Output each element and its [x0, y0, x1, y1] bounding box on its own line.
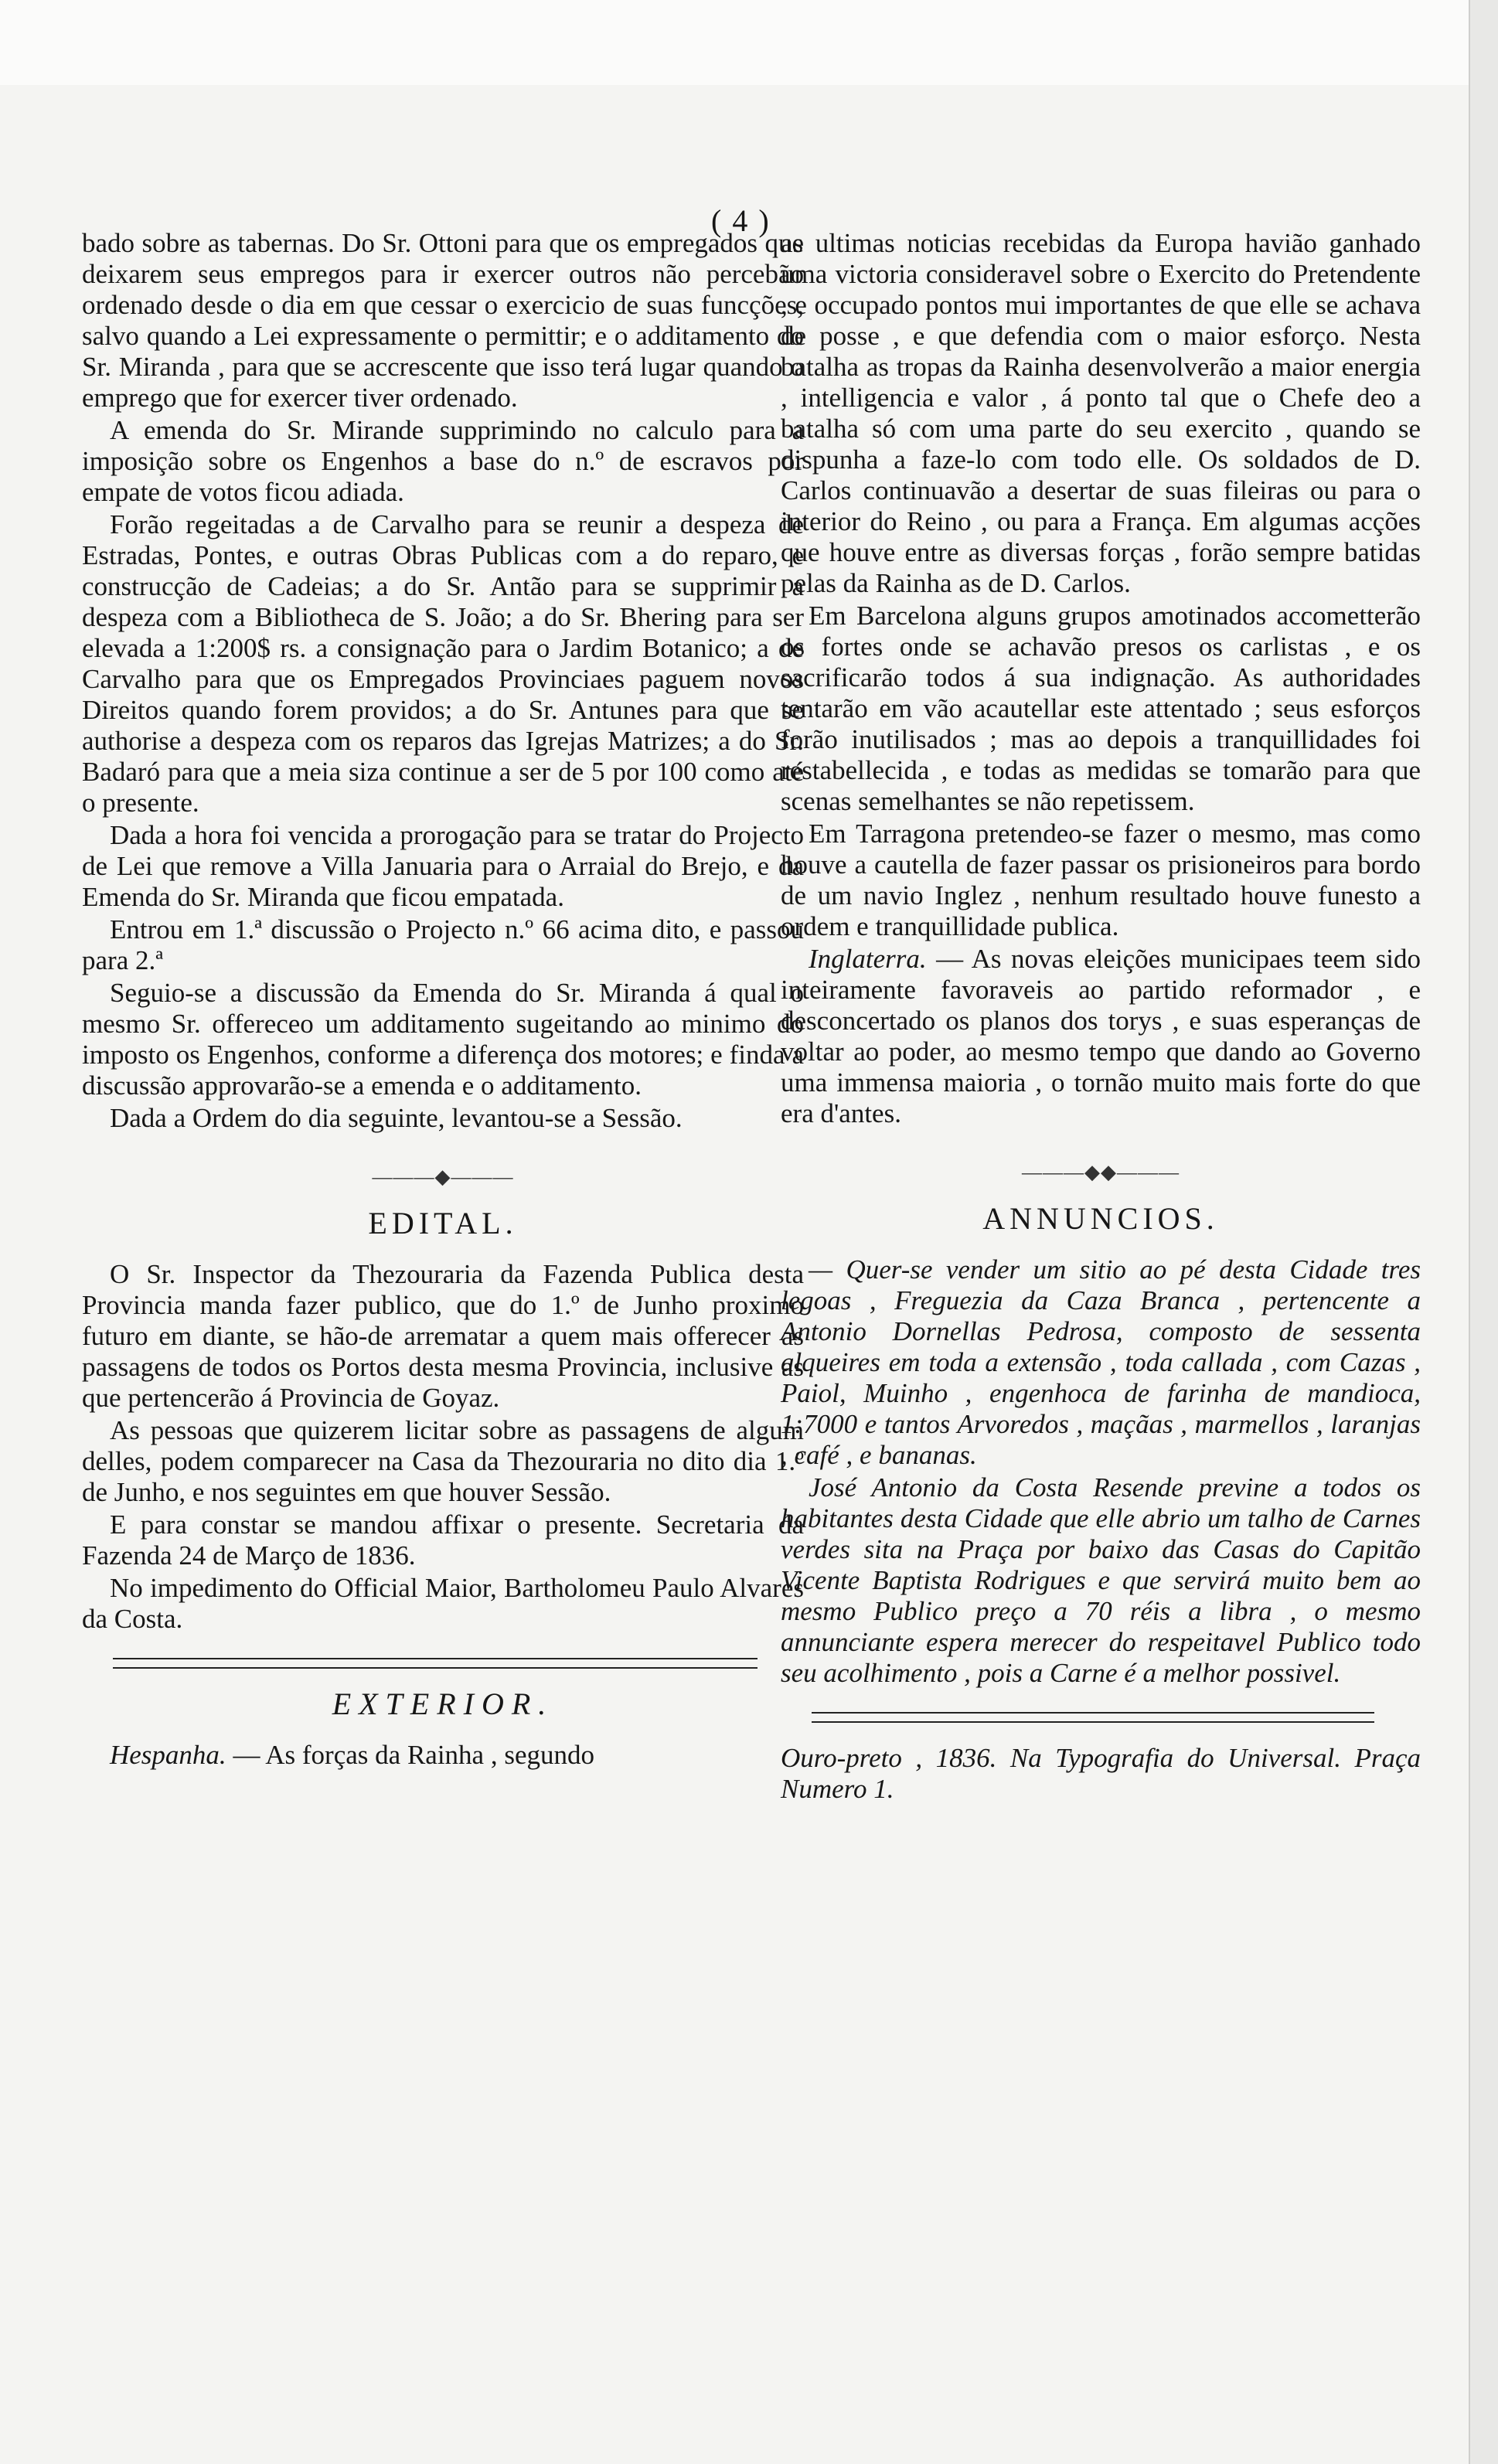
exterior-lead-label: Hespanha.	[110, 1740, 226, 1770]
left-paragraph-3: Forão regeitadas a de Carvalho para se reunir a despeza de Estradas, Pontes, e outras Obras Publicas com a do reparo, e construcção de Cadeias; a do Sr. Antão para se supprimir a despeza com a Bibliotheca de S. João; a do Sr. Bhering para ser elevada a 1:200$ rs. a consignação para o Jardim Botanico; a de Carvalho para que os Empregados Provinciaes paguem novos Direitos quando forem providos; a do Sr. Antunes para que se authorise a despeza com os reparos das Igrejas Matrizes; a do Sr. Badaró para que a meia siza continue a ser de 5 por 100 como até o presente.	[82, 509, 804, 818]
annuncio-1: — Quer-se vender um sitio ao pé desta Cidade tres legoas , Freguezia da Caza Branca , pertencente a Antonio Dornellas Pedrosa, composto de sessenta alqueires em toda a extensão , toda callada , com Cazas , Paiol, Muinho , engenhoca de farinha de mandioca, 1:7000 e tantos Arvoredos , maçãas , marmellos , laranjas , café , e bananas.	[781, 1254, 1421, 1470]
annuncios-separator: ———◆◆———	[1022, 1161, 1180, 1183]
exterior-heading: EXTERIOR.	[332, 1686, 554, 1721]
exterior-lead	[82, 1740, 804, 1771]
edital-separator: ———◆———	[372, 1166, 514, 1188]
annuncio-2: José Antonio da Costa Resende previne a todos os habitantes desta Cidade que elle abrio um talho de Carnes verdes sita na Praça por baixo das Casas do Capitão Vicente Baptista Rodrigues e que servirá muito bem ao mesmo Publico preço a 70 réis a libra , o mesmo annunciante espera merecer do respeitavel Publico todo seu acolhimento , pois a Carne é a melhor possivel.	[781, 1472, 1421, 1688]
inglaterra-paragraph	[781, 944, 1421, 1129]
page-right-edge	[1469, 0, 1498, 2464]
edital-heading: EDITAL.	[368, 1206, 518, 1241]
page-number: ( 4 )	[711, 203, 771, 238]
left-paragraph-7: Dada a Ordem do dia seguinte, levantou-se a Sessão.	[110, 1103, 683, 1133]
edital-paragraph-1: O Sr. Inspector da Thezouraria da Fazenda Publica desta Provincia manda fazer publico, que do 1.º de Junho proximo futuro em diante, se hão-de arrematar a quem mais offerecer as passagens de todos os Portos desta mesma Provincia, inclusive as que pertencerão á Provincia de Goyaz.	[82, 1259, 804, 1413]
inglaterra-label: Inglaterra.	[809, 944, 927, 974]
annuncios-list	[781, 1254, 1421, 1689]
left-paragraph-5: Entrou em 1.ª discussão o Projecto n.º 66 acima dito, e passou para 2.ª	[82, 914, 804, 975]
right-column	[781, 228, 1421, 1806]
left-paragraph-6: Seguio-se a discussão da Emenda do Sr. Miranda á qual o mesmo Sr. offereceo um additamento sugeitando ao minimo do imposto os Engenhos, conforme a diferença dos motores; e finda a discussão approvarão-se a emenda e o additamento.	[82, 978, 804, 1101]
right-paragraph-2: Em Barcelona alguns grupos amotinados accometterão os fortes onde se achavão presos os carlistas , e os sacrificarão todos á sua indignação. As authoridades tentarão em vão acautellar este attentado ; seus esforços forão inutilisados ; mas ao depois a tranquillidades foi restabellecida , e todas as medidas se tomarão para que scenas semelhantes se não repetissem.	[781, 601, 1421, 816]
exterior-double-rule	[113, 1658, 758, 1669]
left-paragraph-1: bado sobre as tabernas. Do Sr. Ottoni para que os empregados que deixarem seus empregos para ir exercer outros não percebão ordenado desde o dia em que cessar o exercicio de suas funcções, salvo quando a Lei expressamente o permittir; e o additamento do Sr. Miranda , para que se accrescente que isso terá lugar quando o emprego que for exercer tiver ordenado.	[82, 228, 804, 413]
imprint-double-rule	[812, 1712, 1374, 1723]
edital-paragraph-4: No impedimento do Official Maior, Bartholomeu Paulo Alvares da Costa.	[82, 1573, 804, 1634]
edital-paragraph-3: E para constar se mandou affixar o presente. Secretaria da Fazenda 24 de Março de 1836.	[82, 1509, 804, 1571]
left-column	[82, 228, 804, 1772]
right-paragraph-3: Em Tarragona pretendeo-se fazer o mesmo, mas como houve a cautella de fazer passar os prisioneiros para bordo de um navio Inglez , nenhum resultado houve funesto a ordem e tranquillidade publica.	[781, 818, 1421, 941]
edital-paragraph-2: As pessoas que quizerem licitar sobre as passagens de algum delles, podem comparecer na Casa da Thezouraria no dito dia 1.º de Junho, e nos seguintes em que houver Sessão.	[82, 1415, 804, 1507]
left-paragraph-2: A emenda do Sr. Mirande supprimindo no calculo para a imposição sobre os Engenhos a base do n.º de escravos por empate de votos ficou adiada.	[82, 415, 804, 507]
imprint-line: Ouro-preto , 1836. Na Typografia do Universal. Praça Numero 1.	[781, 1743, 1421, 1804]
annuncios-heading: ANNUNCIOS.	[982, 1201, 1219, 1236]
page-top-margin	[0, 0, 1498, 85]
left-paragraph-4: Dada a hora foi vencida a prorogação para se tratar do Projecto de Lei que remove a Villa Januaria para o Arraial do Brejo, e da Emenda do Sr. Miranda que ficou empatada.	[82, 820, 804, 912]
inglaterra-text: — As novas eleições municipaes teem sido inteiramente favoraveis ao partido reformador , e desconcertado os planos dos torys , e suas esperanças de voltar ao poder, ao mesmo tempo que dando ao Governo uma immensa maioria , o tornão muito mais forte do que era d'antes.	[781, 944, 1421, 1128]
exterior-lead-text: — As forças da Rainha , segundo	[233, 1740, 594, 1770]
right-paragraph-1: as ultimas noticias recebidas da Europa havião ganhado uma victoria consideravel sobre o Exercito do Pretendente , e occupado pontos mui importantes de que elle se achava de posse , e que defendia com o maior esforço. Nesta batalha as tropas da Rainha desenvolverão a maior energia , intelligencia e valor , á ponto tal que o Chefe deo a batalha só com uma parte do seu exercito , quando se dispunha a faze-lo com todo elle. Os soldados de D. Carlos continuavão a desertar de suas fileiras ou para o interior do Reino , ou para a França. Em algumas acções que houve entre as diversas forças , forão sempre batidas pelas da Rainha as de D. Carlos.	[781, 228, 1421, 598]
